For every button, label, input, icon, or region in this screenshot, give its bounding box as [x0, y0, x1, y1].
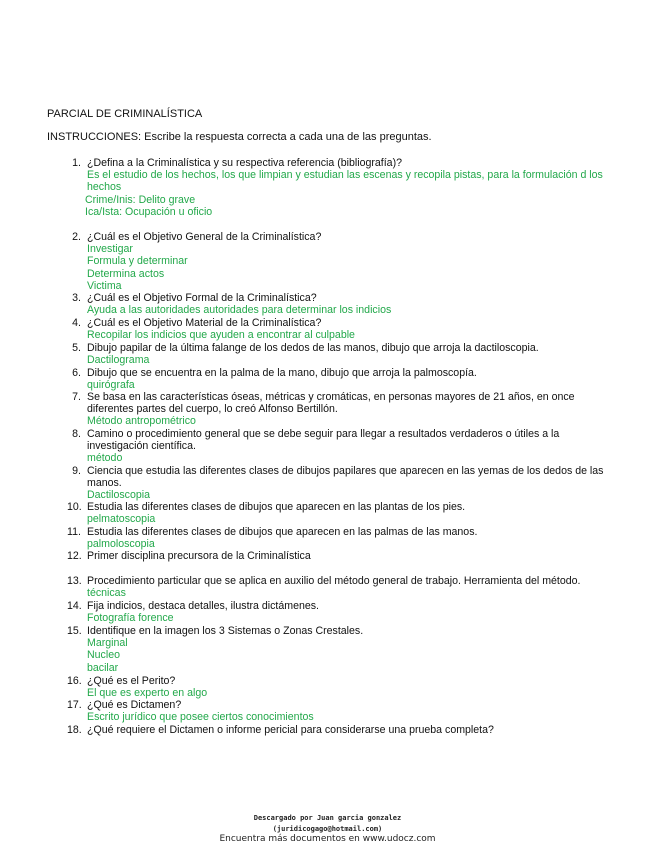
question-number: 14. — [67, 600, 82, 612]
footer-downloaded-by: Descargado por Juan garcia gonzalez — [253, 814, 402, 822]
question-text: Estudia las diferentes clases de dibujos que aparecen en las palmas de las manos. — [87, 526, 478, 538]
question-number: 1. — [72, 157, 81, 169]
question-text: ¿Defina a la Criminalística y su respectiva referencia (bibliografía)? — [87, 157, 402, 169]
question-number: 8. — [72, 428, 81, 440]
question-text: Procedimiento particular que se aplica en auxilio del método general de trabajo. Herramienta del método. — [87, 575, 581, 587]
footer-source: Encuentra más documentos en www.udocz.com — [219, 834, 436, 844]
question-text: ¿Qué es Dictamen? — [87, 699, 182, 711]
question-item — [47, 526, 612, 550]
question-number: 18. — [67, 724, 82, 736]
answer-text: Marginal — [87, 637, 128, 649]
question-number: 6. — [72, 367, 81, 379]
question-item — [47, 292, 612, 316]
question-item — [47, 465, 612, 501]
question-text: ¿Cuál es el Objetivo Material de la Criminalística? — [87, 317, 322, 329]
answer-text: Es el estudio de los hechos, los que limpian y estudian las escenas y recopila pistas, para la formulación d los hechos — [87, 169, 603, 194]
question-item — [47, 391, 612, 427]
footer-email: (juridicogago@hotmail.com) — [272, 825, 383, 833]
answer-text: método — [87, 452, 123, 464]
question-text: Dibujo papilar de la última falange de los dedos de las manos, dibujo que arroja la dactiloscopia. — [87, 342, 539, 354]
question-text: ¿Qué requiere el Dictamen o informe pericial para considerarse una prueba completa? — [87, 724, 494, 736]
answer-text: Dactiloscopia — [87, 489, 151, 501]
answer-text: Determina actos — [87, 267, 165, 280]
answer-text: Fotografía forence — [87, 612, 174, 624]
question-number: 13. — [67, 575, 82, 587]
question-item — [47, 699, 612, 723]
question-number: 10. — [67, 501, 82, 513]
question-number: 4. — [72, 317, 81, 329]
question-item — [47, 342, 612, 366]
question-item — [47, 675, 612, 699]
question-text: Primer disciplina precursora de la Criminalística — [87, 550, 311, 562]
question-item — [47, 367, 612, 391]
answer-text: Escrito jurídico que posee ciertos conocimientos — [87, 711, 314, 723]
question-item — [47, 575, 612, 599]
question-text: ¿Cuál es el Objetivo Formal de la Criminalística? — [87, 292, 317, 304]
question-number: 7. — [72, 391, 81, 403]
answer-text: El que es experto en algo — [87, 687, 208, 699]
question-number: 16. — [67, 675, 82, 687]
question-text: Se basa en las características óseas, métricas y cromáticas, en personas mayores de 21 años, en once diferentes partes del cuerpo, lo creó Alfonso Bertillón. — [87, 391, 575, 415]
question-item — [47, 501, 612, 525]
question-item — [47, 428, 612, 464]
question-text: Estudia las diferentes clases de dibujos que aparecen en las plantas de los pies. — [87, 501, 466, 513]
answer-text: Investigar — [87, 243, 133, 255]
answer-text: Crime/Inis: Delito grave — [85, 193, 196, 206]
answer-text: quirógrafa — [87, 379, 135, 391]
answer-text: Formula y determinar — [87, 255, 188, 268]
answer-text: Dactilograma — [87, 354, 150, 366]
answer-text: Ica/Ista: Ocupación u oficio — [85, 205, 213, 218]
answer-text: bacilar — [87, 661, 119, 674]
question-text: Identifique en la imagen los 3 Sistemas o Zonas Crestales. — [87, 625, 364, 637]
question-text: ¿Qué es el Perito? — [87, 675, 176, 687]
question-text: Camino o procedimiento general que se debe seguir para llegar a resultados verdaderos o útiles a la investigación científica. — [87, 428, 560, 452]
question-item — [47, 157, 612, 218]
question-number: 17. — [67, 699, 82, 711]
question-item — [47, 600, 612, 624]
answer-text: Victima — [87, 279, 122, 292]
question-number: 5. — [72, 342, 81, 354]
answer-text: técnicas — [87, 587, 126, 599]
question-item — [47, 625, 612, 674]
question-number: 15. — [67, 625, 82, 637]
question-number: 11. — [67, 526, 81, 538]
question-item — [47, 231, 612, 292]
instructions: INSTRUCCIONES: Escribe la respuesta correcta a cada una de las preguntas. — [47, 131, 432, 143]
question-text: Dibujo que se encuentra en la palma de la mano, dibujo que arroja la palmoscopía. — [87, 367, 477, 379]
question-item — [47, 724, 612, 736]
answer-text: Nucleo — [87, 649, 120, 662]
question-number: 2. — [72, 231, 81, 243]
question-text: ¿Cuál es el Objetivo General de la Criminalística? — [87, 231, 322, 243]
answer-text: pelmatoscopia — [87, 513, 156, 525]
answer-text: Recopilar los indicios que ayuden a encontrar al culpable — [87, 329, 355, 341]
question-number: 9. — [72, 465, 81, 477]
answer-text: palmoloscopia — [87, 538, 155, 550]
document-title: PARCIAL DE CRIMINALÍSTICA — [47, 108, 203, 120]
question-item — [47, 550, 612, 562]
question-item — [47, 317, 612, 341]
question-text: Fija indicios, destaca detalles, ilustra dictámenes. — [87, 600, 319, 612]
question-number: 12. — [67, 550, 82, 562]
answer-text: Ayuda a las autoridades autoridades para determinar los indicios — [87, 304, 392, 316]
question-number: 3. — [72, 292, 81, 304]
question-text: Ciencia que estudia las diferentes clases de dibujos papilares que aparecen en las yemas de los dedos de las manos. — [87, 465, 604, 489]
answer-text: Método antropométrico — [87, 415, 196, 427]
